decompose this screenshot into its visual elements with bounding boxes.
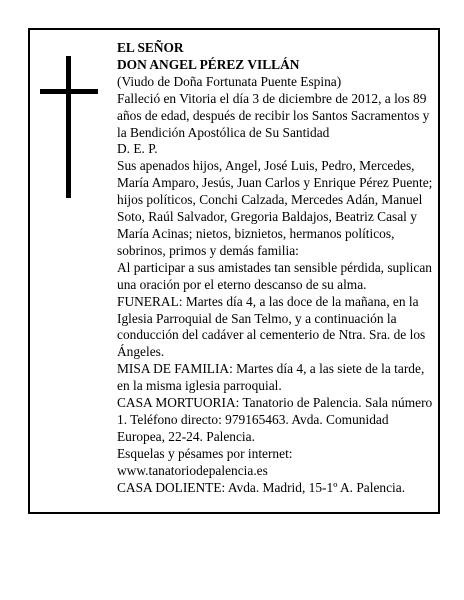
mortuary-paragraph: CASA MORTUORIA: Tanatorio de Palencia. Sala número 1. Teléfono directo: 979165463. Avda. Comunidad Europea, 22-24. Palencia. <box>117 395 433 444</box>
cross-horizontal-bar <box>40 89 98 94</box>
heading-title: EL SEÑOR <box>117 40 184 55</box>
request-paragraph: Al participar a sus amistades tan sensible pérdida, suplican una oración por el eterno descanso de su alma. <box>117 259 432 292</box>
obituary-notice <box>28 28 440 514</box>
latin-cross-icon <box>40 56 100 198</box>
deceased-name: DON ANGEL PÉREZ VILLÁN <box>117 56 300 72</box>
rip-line: D. E. P. <box>117 141 158 157</box>
widower-line: (Viudo de Doña Fortunata Puente Espina) <box>117 73 342 89</box>
notice-body <box>117 40 435 496</box>
death-paragraph: Falleció en Vitoria el día 3 de diciembre de 2012, a los 89 años de edad, después de recibir los Santos Sacramentos y la Bendición Apostólica de Su Santidad <box>117 90 430 140</box>
website-link[interactable]: www.tanatoriodepalencia.es <box>117 462 268 478</box>
condolences-line: Esquelas y pésames por internet: <box>117 445 293 461</box>
cross-vertical-bar <box>66 56 71 198</box>
family-mass-paragraph: MISA DE FAMILIA: Martes día 4, a las siete de la tarde, en la misma iglesia parroquial. <box>117 361 425 394</box>
family-paragraph: Sus apenados hijos, Angel, José Luis, Pedro, Mercedes, María Amparo, Jesús, Juan Carlos y Enrique Pérez Puente; hijos políticos, Conchi Calzada, Mercedes Adán, Manuel Soto, Raúl Salvador, Gregoria Baldajos, Beatriz Casal y María Acinas; nietos, biznietos, hermanos políticos, sobrinos, primos y demás familia: <box>117 158 433 258</box>
home-address-paragraph: CASA DOLIENTE: Avda. Madrid, 15-1º A. Palencia. <box>117 479 406 495</box>
funeral-paragraph: FUNERAL: Martes día 4, a las doce de la mañana, en la Iglesia Parroquial de San Telmo, y a continuación la conducción del cadáver al cementerio de Ntra. Sra. de los Ángeles. <box>117 293 426 360</box>
